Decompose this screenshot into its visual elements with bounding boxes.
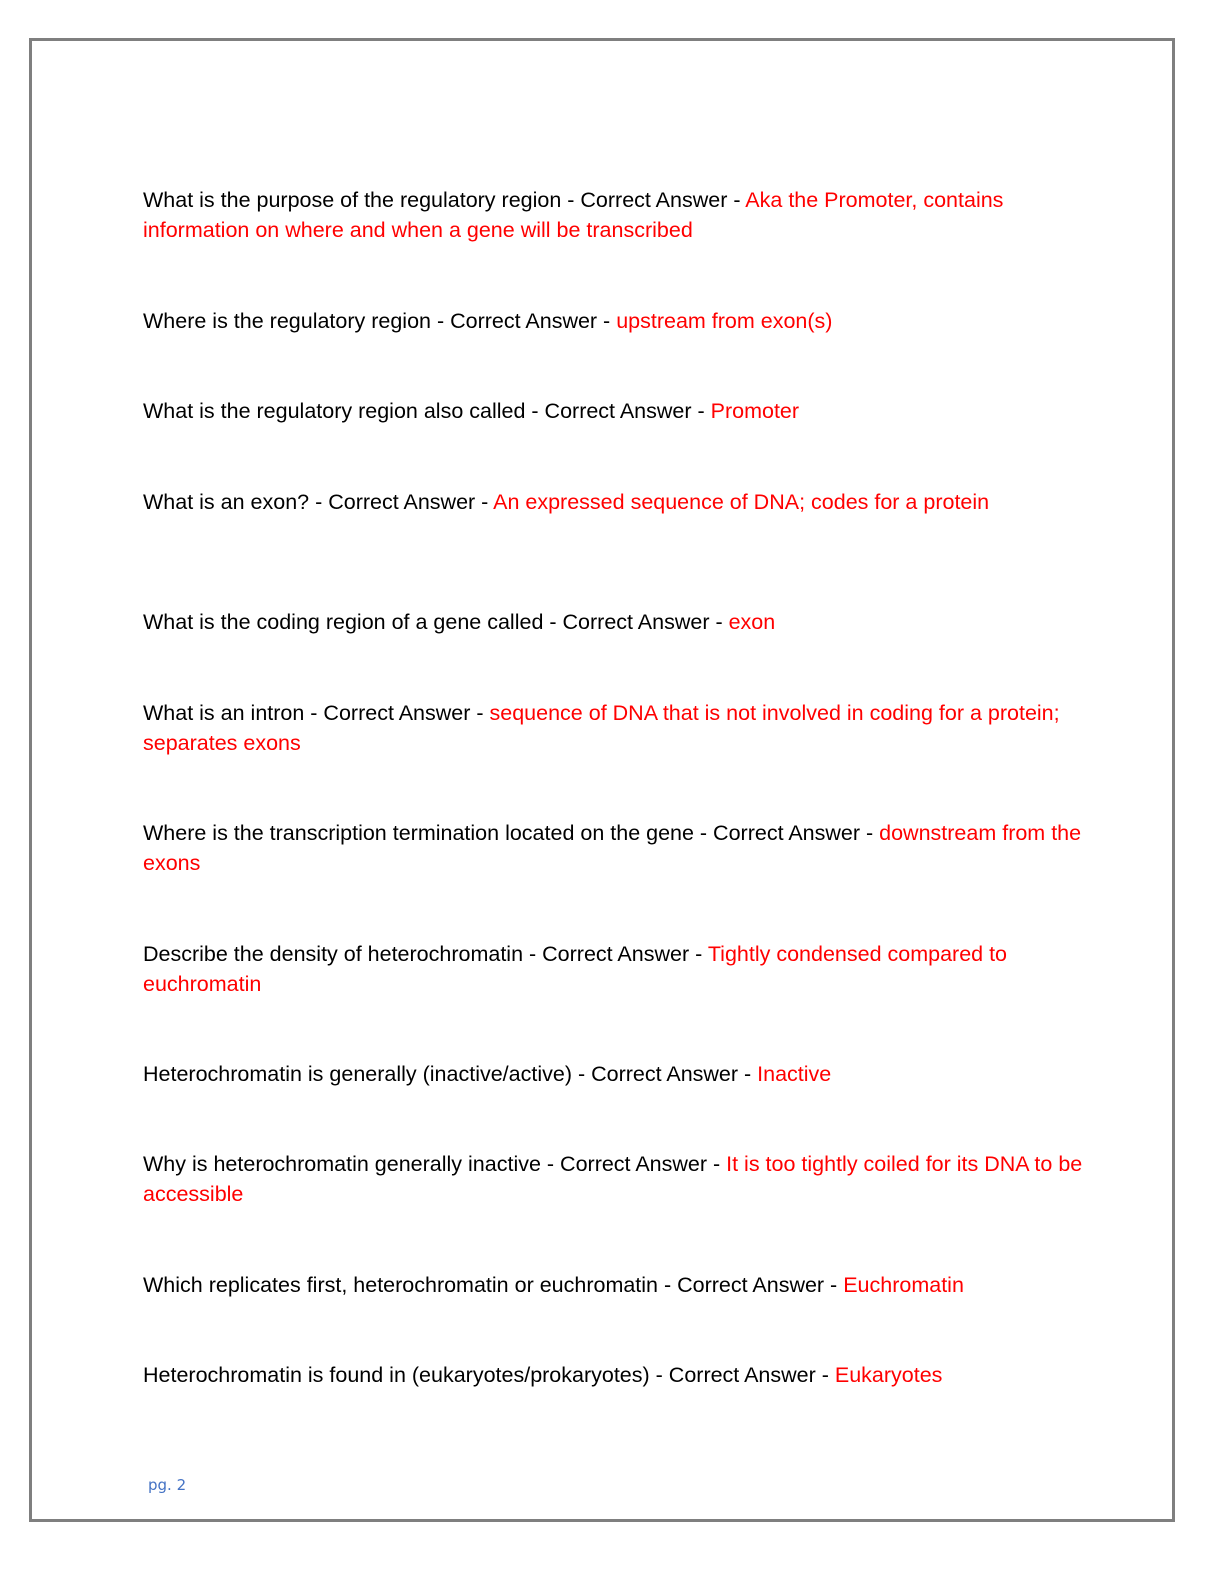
answer-text: An expressed sequence of DNA; codes for a protein [493,490,990,514]
answer-text: Tightly condensed compared to euchromatin [143,942,1008,996]
qa-item [143,819,1083,878]
correct-answer-separator: - Correct Answer - [309,490,494,514]
question-text: Which replicates first, heterochromatin or euchromatin [143,1273,659,1297]
question-text: What is the regulatory region also called [143,399,526,423]
question-text: What is an exon? [143,490,310,514]
answer-text: downstream from the exons [143,821,1082,875]
correct-answer-separator: - Correct Answer - [543,610,729,634]
qa-item [143,608,1083,638]
page-number: pg. 2 [148,1476,187,1494]
question-text: What is the purpose of the regulatory region [143,188,562,212]
qa-item [143,1361,1083,1391]
question-text: Heterochromatin is generally (inactive/active) [143,1062,572,1086]
question-text: Describe the density of heterochromatin [143,942,524,966]
answer-text: Inactive [757,1062,832,1086]
qa-item [143,186,1083,245]
answer-text: Aka the Promoter, contains information on where and when a gene will be transcribed [143,188,1004,242]
correct-answer-separator: - Correct Answer - [649,1363,835,1387]
qa-item [143,1150,1083,1209]
question-text: Why is heterochromatin generally inactive [143,1152,541,1176]
qa-item [143,397,1083,427]
correct-answer-separator: - Correct Answer - [540,1152,727,1176]
qa-item [143,699,1083,758]
correct-answer-separator: - Correct Answer - [304,701,490,725]
answer-text: Promoter [710,399,800,423]
answer-text: upstream from exon(s) [616,309,833,333]
correct-answer-separator: - Correct Answer - [525,399,711,423]
answer-text: Eukaryotes [834,1363,943,1387]
question-text: Where is the transcription termination located on the gene [143,821,694,845]
qa-item [143,940,1083,999]
qa-item [143,1060,1083,1090]
correct-answer-separator: - Correct Answer - [523,942,708,966]
answer-text: Euchromatin [843,1273,964,1297]
question-text: What is the coding region of a gene called [143,610,544,634]
correct-answer-separator: - Correct Answer - [693,821,880,845]
qa-item [143,307,1083,337]
correct-answer-separator: - Correct Answer - [658,1273,844,1297]
correct-answer-separator: - Correct Answer - [571,1062,758,1086]
question-text: Heterochromatin is found in (eukaryotes/prokaryotes) [143,1363,650,1387]
answer-text: sequence of DNA that is not involved in coding for a protein; separates exons [143,701,1060,755]
qa-item [143,488,1083,518]
answer-text: It is too tightly coiled for its DNA to be accessible [143,1152,1083,1206]
question-text: Where is the regulatory region [143,309,432,333]
answer-text: exon [728,610,776,634]
qa-item [143,1271,1083,1301]
correct-answer-separator: - Correct Answer - [561,188,746,212]
correct-answer-separator: - Correct Answer - [431,309,617,333]
question-text: What is an intron [143,701,305,725]
